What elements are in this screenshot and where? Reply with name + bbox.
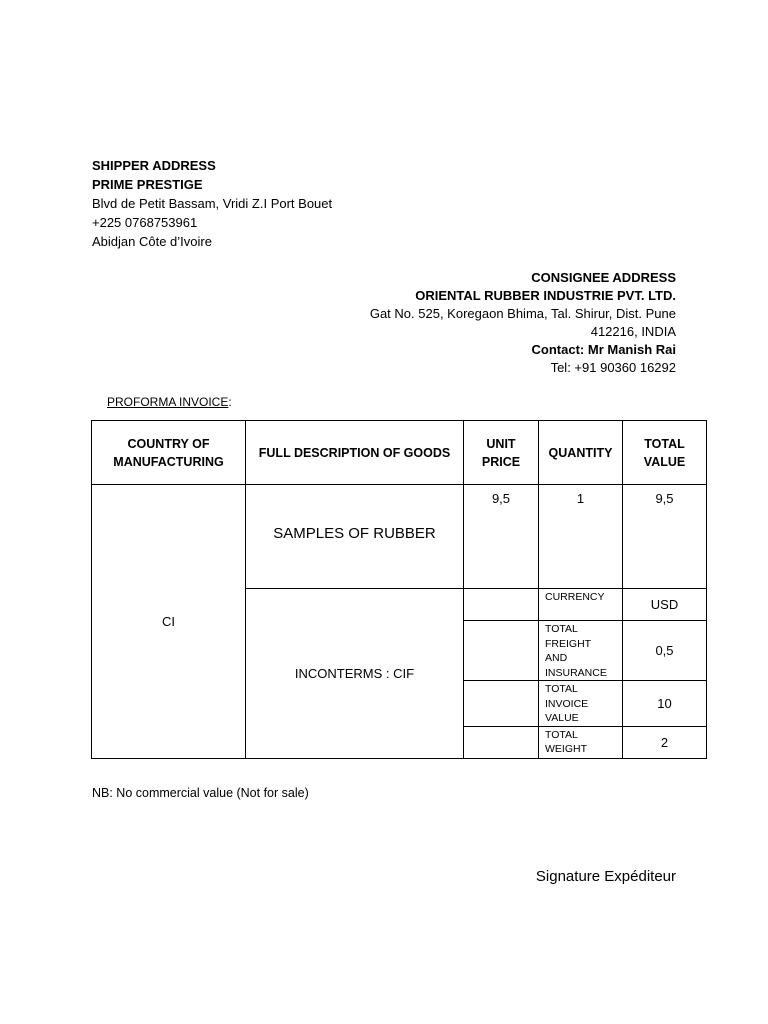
proforma-invoice-label bbox=[107, 395, 232, 409]
summary-empty-cell bbox=[464, 589, 539, 621]
summary-value-freight: 0,5 bbox=[623, 621, 707, 681]
summary-label-line: FREIGHT bbox=[545, 637, 592, 650]
header-quantity-text: QUANTITY bbox=[548, 445, 613, 460]
signature-label: Signature Expéditeur bbox=[535, 868, 676, 885]
total-value-cell: 9,5 bbox=[623, 485, 707, 589]
summary-label-freight bbox=[539, 621, 623, 681]
header-total-line1: TOTAL bbox=[644, 436, 685, 451]
header-country-line1: COUNTRY OF bbox=[127, 436, 210, 451]
proforma-label-text: PROFORMA INVOICE bbox=[107, 395, 229, 409]
summary-label-currency bbox=[539, 589, 623, 621]
summary-empty-cell bbox=[464, 621, 539, 681]
goods-description-cell: SAMPLES OF RUBBER bbox=[246, 485, 464, 589]
consignee-postal: 412216, INDIA bbox=[590, 324, 676, 339]
summary-label-line: TOTAL bbox=[545, 683, 578, 695]
invoice-header-row bbox=[92, 421, 707, 485]
quantity-cell: 1 bbox=[539, 485, 623, 589]
header-quantity bbox=[539, 421, 623, 485]
header-total-value bbox=[623, 421, 707, 485]
shipper-phone: +225 0768753961 bbox=[92, 215, 198, 230]
shipper-street: Blvd de Petit Bassam, Vridi Z.I Port Bouet bbox=[92, 196, 333, 211]
summary-label-line: TOTAL bbox=[545, 623, 578, 635]
consignee-company: ORIENTAL RUBBER INDUSTRIE PVT. LTD. bbox=[415, 288, 676, 303]
commercial-value-note: NB: No commercial value (Not for sale) bbox=[92, 786, 309, 800]
summary-empty-cell bbox=[464, 681, 539, 727]
country-cell: CI bbox=[92, 485, 246, 759]
summary-label-line: CURRENCY bbox=[545, 591, 605, 603]
summary-value-weight: 2 bbox=[623, 726, 707, 758]
invoice-table bbox=[91, 420, 707, 759]
summary-label-invoice-value bbox=[539, 681, 623, 727]
shipper-heading: SHIPPER ADDRESS bbox=[92, 158, 216, 173]
consignee-contact: Contact: Mr Manish Rai bbox=[531, 342, 676, 357]
shipper-company: PRIME PRESTIGE bbox=[92, 177, 203, 192]
incoterms-cell: INCONTERMS : CIF bbox=[246, 589, 464, 759]
consignee-address bbox=[370, 269, 676, 377]
summary-label-weight bbox=[539, 726, 623, 758]
header-unit-line2: PRICE bbox=[481, 454, 521, 469]
summary-value-currency: USD bbox=[623, 589, 707, 621]
consignee-phone: Tel: +91 90360 16292 bbox=[550, 360, 676, 375]
header-description-text: FULL DESCRIPTION OF GOODS bbox=[258, 445, 451, 460]
summary-label-line: VALUE bbox=[545, 712, 579, 724]
summary-label-line: WEIGHT bbox=[545, 743, 587, 755]
unit-price-cell: 9,5 bbox=[464, 485, 539, 589]
header-unit-price bbox=[464, 421, 539, 485]
shipper-city: Abidjan Côte d’Ivoire bbox=[92, 234, 212, 249]
summary-label-line: INVOICE bbox=[545, 697, 589, 710]
goods-row bbox=[92, 485, 707, 589]
proforma-label-colon: : bbox=[228, 395, 232, 409]
consignee-heading: CONSIGNEE ADDRESS bbox=[531, 270, 676, 285]
header-total-line2: VALUE bbox=[643, 454, 686, 469]
header-description bbox=[246, 421, 464, 485]
summary-label-line: TOTAL bbox=[545, 728, 578, 741]
header-country bbox=[92, 421, 246, 485]
summary-label-line: AND bbox=[545, 652, 568, 664]
summary-empty-cell bbox=[464, 726, 539, 758]
consignee-street: Gat No. 525, Koregaon Bhima, Tal. Shirur, Dist. Pune bbox=[369, 306, 676, 321]
summary-label-line: INSURANCE bbox=[545, 666, 607, 679]
header-unit-line1: UNIT bbox=[486, 436, 516, 451]
header-country-line2: MANUFACTURING bbox=[113, 454, 224, 469]
summary-value-invoice-value: 10 bbox=[623, 681, 707, 727]
shipper-address bbox=[92, 156, 332, 251]
